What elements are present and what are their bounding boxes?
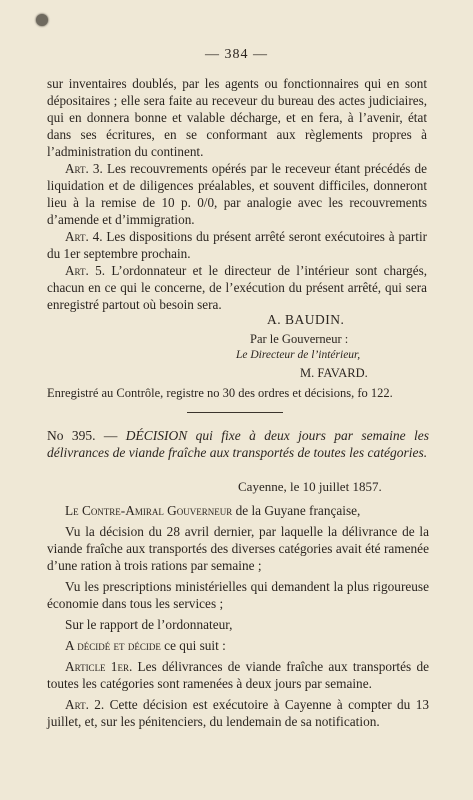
article-4 — [47, 228, 427, 262]
decision-body — [47, 502, 429, 734]
article-3-label: Art. 3. — [65, 161, 103, 176]
decide-caps: décidé et décide — [77, 638, 161, 653]
decision-number: No 395. — — [47, 428, 126, 443]
article-4-label: Art. 4. — [65, 229, 103, 244]
article-4-text: Les dispositions du présent arrêté seront exécutoires à partir du 1er septembre prochain. — [47, 229, 428, 261]
vu-paragraph-1: Vu la décision du 28 avril dernier, par laquelle la délivrance de la viande fraîche aux transportés des diverses catégories avait été ramenée d’une ration à trois rations par semaine ; — [47, 524, 429, 573]
article-3-text: Les recouvrements opérés par le receveur étant précédés de liquidation et de diligences préalables, et souvent difficiles, donneront lieu à la remise de 10 p. 0/0, par analogie avec les recouvrements d’amende et d’immigration. — [47, 161, 428, 227]
decide-suffix: ce qui suit : — [160, 638, 226, 653]
article-2 — [47, 696, 429, 730]
section-divider — [187, 412, 283, 413]
binding-hole — [36, 14, 48, 26]
article-2-label: Art. 2. — [65, 697, 105, 712]
article-3 — [47, 160, 427, 228]
signature-by-governor: Par le Gouverneur : — [250, 332, 349, 346]
governor-line — [47, 502, 429, 519]
article-1-text: Les délivrances de viande fraîche aux transportés de toutes les catégories sont ramenées à deux jours par semaine. — [47, 659, 429, 691]
governor-title: Le Contre-Amiral Gouverneur — [65, 503, 233, 518]
decide-prefix: A — [65, 638, 78, 653]
top-text-block — [47, 75, 427, 313]
decide-line — [47, 637, 429, 654]
signature-director-title: Le Directeur de l’intérieur, — [236, 349, 361, 361]
governor-rest: de la Guyane française, — [232, 503, 361, 518]
article-5 — [47, 262, 427, 313]
article-1-label: Article 1er. — [65, 659, 133, 674]
decision-heading: DÉCISION — [125, 428, 188, 443]
page-number: — 384 — — [205, 47, 268, 62]
continuation-paragraph: sur inventaires doublés, par les agents ou fonctionnaires qui en sont dépositaires ; elle sera faite au receveur du bureau des actes judiciaires, qui en donnera bonne et valable décharge, et en fera, à l’avenir, état dans ses écritures, en se conformant aux règlements propres à l’administration du continent. — [47, 76, 427, 159]
decision-date: Cayenne, le 10 juillet 1857. — [238, 479, 382, 494]
article-5-text: L’ordonnateur et le directeur de l’intérieur sont chargés, chacun en ce qui le concerne, de l’exécution du présent arrêté, qui sera enregistré partout où besoin sera. — [47, 263, 428, 312]
article-2-text: Cette décision est exécutoire à Cayenne à compter du 13 juillet, et, sur les pénitenciers, du lendemain de sa notification. — [47, 697, 429, 729]
signature-favard: M. FAVARD. — [300, 366, 368, 380]
article-5-label: Art. 5. — [65, 263, 106, 278]
vu-paragraph-2: Vu les prescriptions ministérielles qui demandent la plus rigoureuse économie dans tous les services ; — [47, 579, 429, 611]
sur-rapport-line: Sur le rapport de l’ordonnateur, — [65, 617, 233, 632]
article-1 — [47, 658, 429, 692]
signature-baudin: A. BAUDIN. — [267, 312, 345, 327]
registration-line: Enregistré au Contrôle, registre no 30 des ordres et décisions, fo 122. — [47, 386, 393, 400]
decision-subject: qui fixe à deux jours par semaine les délivrances de viande fraîche aux transportés de toutes les catégories. — [47, 428, 430, 460]
decision-title — [47, 427, 429, 461]
